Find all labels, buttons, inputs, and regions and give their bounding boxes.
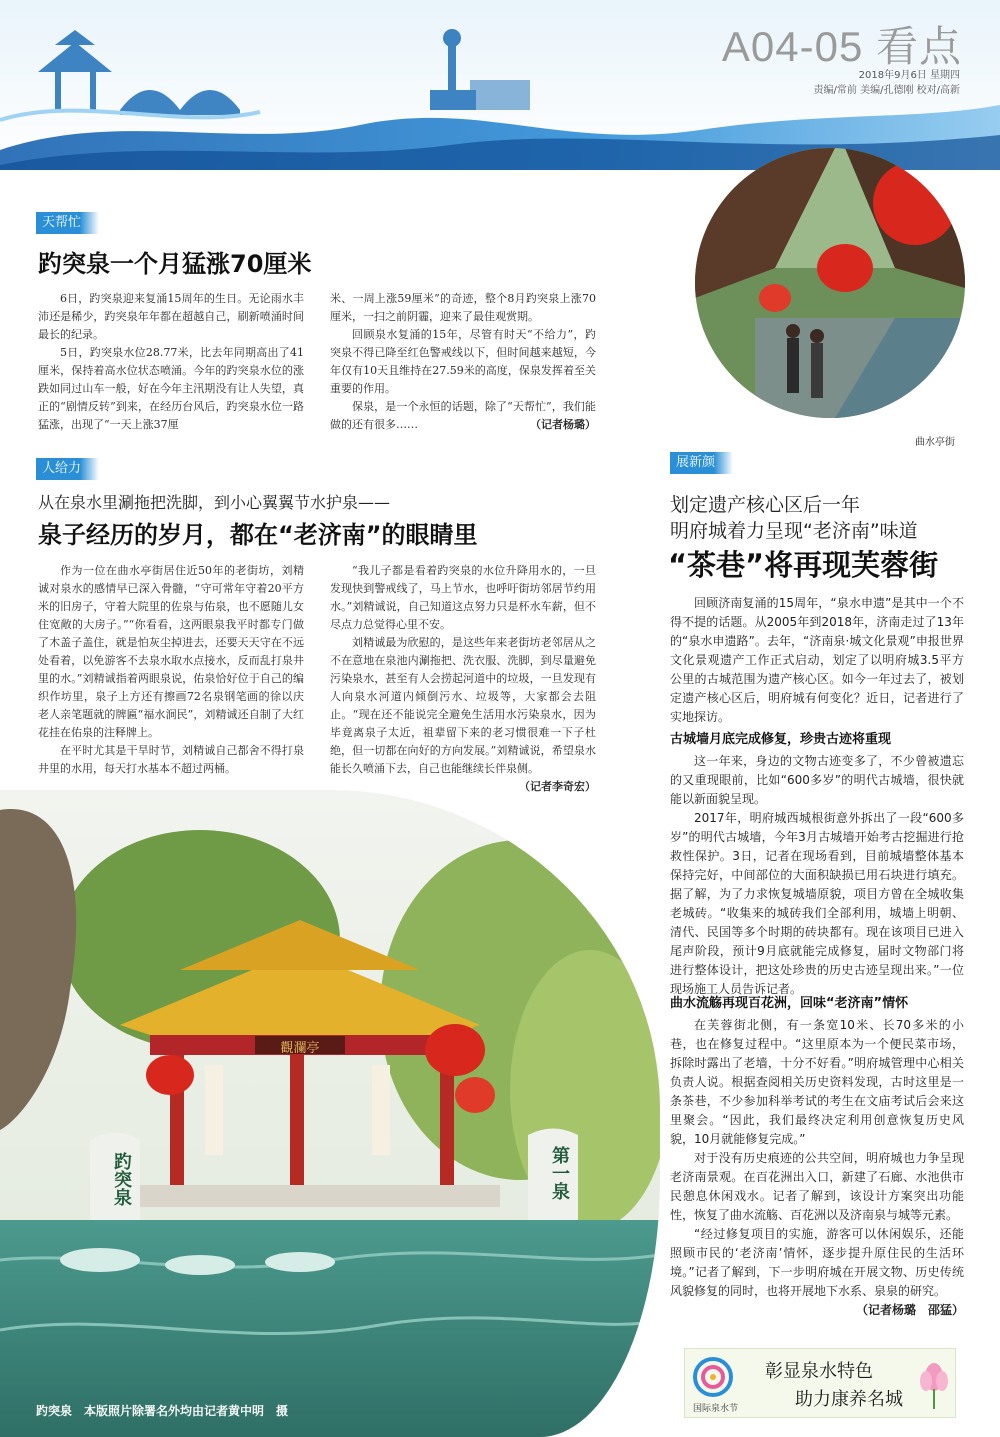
section-tag-tianbangmang: 天帮忙 [36, 212, 99, 234]
story3-subhead-2: 曲水流觞再现百花洲，回味“老济南”情怀 [670, 996, 909, 1011]
photo-top-caption: 曲水亭街 [915, 437, 955, 448]
story2-column-2 [330, 562, 596, 796]
pavilion-plaque-text: 觀瀾亭 [280, 1041, 320, 1056]
story2-byline: （记者李奇宏） [519, 780, 596, 793]
page-date: 2018年9月6日 星期四 [858, 70, 960, 81]
spring-festival-logo-icon [691, 1355, 735, 1399]
story2-paragraph: 作为一位在曲水亭街居住近50年的老街坊，刘精诚对泉水的感情早已深入骨髓，“守可常年守着20平方米的旧房子，守着大院里的佐泉与佑泉，也不愿随儿女住宽敞的大房子。”“你看看，这两眼泉我平时都专门做了木盖子盖住，就是怕灰尘掉进去，还要天天守在不远处看着，以免游客不去泉水取水点接水，反而乱打泉井里的水。”刘精诚指着两眼泉说，佑泉恰好位于自己的编织作坊里，泉子上方还有擦画72名泉钢笔画的徐以庆老人亲笔题就的牌匾“福水涧民”，刘精诚还自制了大红花挂在佑泉的注释牌上。 [38, 564, 304, 739]
pavilion-spring-illustration [0, 790, 660, 1437]
story3-headline: “茶巷”将再现芙蓉街 [668, 548, 939, 582]
story3-paragraph: 2017年，明府城西城根街意外拆出了一段“600多岁”的明代古城墙，今年3月古城墙开始考古挖掘进行抢救性保护。3日，记者在现场看到，目前城墙整体基本保持完好，中间部位的大面积缺损已用石块进行填充。据了解，为了力求恢复城墙原貌，项目方曾在全城收集老城砖。“收集来的城砖我们全部利用，城墙上明朝、清代、民国等多个时期的砖块都有。现在该项目已进入尾声阶段，预计9月底就能完成修复，届时文物部门将进行整体设计，把这处珍贵的历史古迹呈现出来。”一位现场施工人员告诉记者。 [670, 811, 964, 996]
story1-byline: （记者杨璐） [530, 418, 596, 431]
page-code: A04-05 看点 [721, 23, 962, 70]
story2-kicker: 从在泉水里涮拖把洗脚，到小心翼翼节水护泉—— [38, 493, 391, 512]
story3-kicker-1: 划定遗产核心区后一年 [670, 494, 861, 516]
story3-paragraph-text: “经过修复项目的实施，游客可以休闲娱乐，还能照顾市民的‘老济南’情怀，逐步提升原住民的生活环境。”记者了解到，下一步明府城在开展文物、历史传统风貌修复的同时，也将开展地下水系、泉泉的研究。 [670, 1227, 964, 1298]
lotus-icon [917, 1357, 951, 1411]
story3-paragraph: 在芙蓉街北侧，有一条宽10米、长70多米的小巷，也在修复过程中。“这里原本为一个便民菜市场，拆除时露出了老墙，十分不好看。”明府城管理中心相关负责人说。根据查阅相关历史资料发现，古时这里是一条茶巷，不少参加科举考试的考生在文庙考试后会来这里聚会。“因此，我们最终决定利用创意恢复历史风貌，10月就能修复完成。” [670, 1018, 964, 1146]
page-staff: 责编/常前 美编/孔德刚 校对/高新 [813, 85, 960, 96]
story3-lead [670, 594, 964, 727]
story1-paragraph: 回顾泉水复涌的15年，尽管有时天“不给力”，趵突泉不得已降至红色警戒线以下，但时间越来越短，今年仅有10天且维持在27.59米的高度，保泉发挥着至关重要的作用。 [330, 328, 596, 395]
promo-logo-text: 国际泉水节 [693, 1404, 739, 1414]
promo-banner [684, 1348, 956, 1418]
story1-headline: 趵突泉一个月猛涨70厘米 [38, 250, 312, 278]
section-tag-rengeili: 人给力 [36, 458, 99, 480]
stele-diyiquan-text: 第一泉 [549, 1146, 570, 1200]
promo-line-2: 助力康养名城 [795, 1389, 903, 1410]
story3-paragraph: 对于没有历史痕迹的公共空间，明府城也力争呈现老济南景观。在百花洲出入口，新建了石廊、水池供市民憩息休闲戏水。记者了解到，该设计方案突出功能性，恢复了曲水流觞、百花洲以及济南泉与城等元素。 [670, 1151, 964, 1222]
story3-section-2 [670, 1016, 964, 1320]
street-lanterns-illustration [695, 148, 965, 418]
story3-kicker-2: 明府城着力呈现“老济南”味道 [670, 520, 918, 542]
story3-paragraph [670, 1225, 964, 1317]
story2-paragraph [330, 634, 596, 793]
story3-section-1 [670, 752, 964, 999]
section-tag-zhanxinyan: 展新颜 [670, 452, 733, 474]
story2-headline: 泉子经历的岁月，都在“老济南”的眼睛里 [38, 521, 478, 549]
story2-column-1 [38, 562, 304, 778]
story2-paragraph: 在平时尤其是干旱时节，刘精诚自己都舍不得打泉井里的水用，每天打水基本不超过两桶。 [38, 744, 304, 775]
story1-paragraph-text: 保泉，是一个永恒的话题，除了“天帮忙”，我们能做的还有很多…… [330, 400, 596, 431]
story1-paragraph: 6日，趵突泉迎来复涌15周年的生日。无论雨水丰沛还是稀少，趵突泉年年都在超越自己，刷新喷涌时间最长的纪录。 [38, 292, 304, 341]
page-header [0, 0, 1000, 170]
story1-paragraph: 5日，趵突泉水位28.77米，比去年同期高出了41厘米，保持着高水位状态喷涌。今年的趵突泉水位的涨跌如同过山车一般，好在今年主汛期没有让人失望，真正的“剧情反转”到来，在经历台风后，趵突泉水位一路猛涨，出现了“一天上涨37厘 [38, 346, 304, 431]
story3-byline: （记者杨璐 邵猛） [855, 1303, 964, 1317]
story1-paragraph: 米、一周上涨59厘米”的奇迹，整个8月趵突泉上涨70厘米，一扫之前阴霾，迎来了最佳观赏期。 [330, 292, 596, 323]
story2-paragraph-text: 刘精诚最为欣慰的，是这些年来老街坊老邻居从之不在意地在泉池内涮拖把、洗衣服、洗脚，到尽量避免污染泉水，甚至有人会捞起河道中的垃圾，一旦发现有人向泉水河道内倾倒污水、垃圾等，大家都会去阻止。“现在还不能说完全避免生活用水污染泉水，因为毕竟离泉子太近，祖辈留下来的老习惯很难一下子杜绝，但一切都在向好的方向发展。”刘精诚说，希望泉水能长久喷涌下去，自己也能继续长伴泉侧。 [330, 636, 596, 775]
photo-main-caption: 趵突泉 本版照片除署名外均由记者黄中明 摄 [36, 1404, 289, 1418]
promo-line-1: 彰显泉水特色 [765, 1361, 873, 1382]
story3-paragraph: 回顾济南复涌的15周年，“泉水申遗”是其中一个不得不提的话题。从2005年到2018年，济南走过了13年的“泉水申遗路”。去年，“济南泉·城文化景观”申报世界文化景观遗产工作正式启动，划定了以明府城3.5平方公里的古城范围为遗产核心区。如今一年过去了，被划定遗产核心区后，明府城有何变化？近日，记者进行了实地探访。 [670, 596, 964, 724]
photo-qushuiting-street [695, 148, 965, 418]
story3-paragraph: 这一年来，身边的文物古迹变多了，不少曾被遗忘的又重现眼前，比如“600多岁”的明代古城墙，很快就能以新面貌呈现。 [670, 754, 964, 806]
stele-baotuquan-text: 趵突泉 [111, 1152, 132, 1206]
photo-baotu-spring [0, 790, 660, 1437]
story1-column-2 [330, 290, 596, 434]
story1-paragraph [330, 398, 596, 434]
story3-subhead-1: 古城墙月底完成修复，珍贵古迹将重现 [670, 732, 892, 747]
story1-column-1 [38, 290, 304, 434]
story2-paragraph: “我儿子都是看着趵突泉的水位升降用水的，一旦发现快到警戒线了，马上节水，也呼吁街坊邻居节约用水。”刘精诚说，自己知道这点努力只是杯水车薪，但不尽点力总觉得心里不安。 [330, 564, 596, 631]
